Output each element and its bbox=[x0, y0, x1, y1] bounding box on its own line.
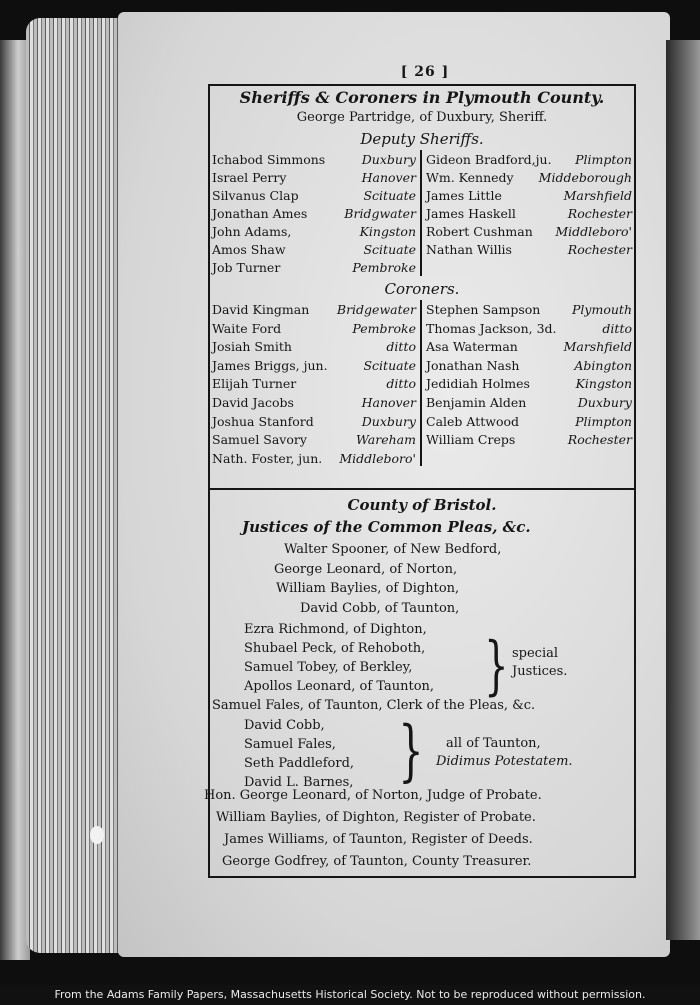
justice-line: David Cobb, of Taunton, bbox=[300, 600, 460, 616]
coroner-row bbox=[212, 376, 416, 394]
binding-edge bbox=[666, 40, 700, 940]
coroner-place: Scituate bbox=[363, 357, 416, 373]
deputy-heading: Deputy Sheriffs. bbox=[360, 130, 484, 148]
coroner-row bbox=[212, 395, 416, 413]
coroner-name: Josiah Smith bbox=[212, 339, 292, 355]
coroner-row bbox=[212, 302, 416, 320]
deputy-row bbox=[212, 152, 416, 170]
coroner-name: Samuel Savory bbox=[212, 432, 307, 448]
deputy-name: Robert Cushman bbox=[426, 224, 533, 239]
ruled-frame bbox=[204, 84, 636, 878]
justice-line: William Baylies, of Dighton, bbox=[276, 581, 460, 596]
deputy-name: Jonathan Ames bbox=[212, 206, 308, 221]
sheriff-line: George Partridge, of Duxbury, Sheriff. bbox=[296, 110, 548, 125]
dedimus-brace: } bbox=[398, 712, 424, 789]
justice-line: Walter Spooner, of New Bedford, bbox=[284, 542, 502, 557]
coroner-name: Benjamin Alden bbox=[426, 395, 527, 410]
coroner-place: ditto bbox=[386, 376, 416, 392]
coroner-place: Plymouth bbox=[572, 302, 632, 317]
coroner-row bbox=[426, 302, 632, 320]
deputy-row bbox=[426, 170, 632, 188]
coroner-place: ditto bbox=[386, 339, 416, 355]
coroner-place: Wareham bbox=[356, 432, 416, 448]
deputy-row bbox=[426, 188, 632, 206]
deputy-row bbox=[212, 206, 416, 224]
special-label: special bbox=[512, 646, 559, 661]
coroner-place: Rochester bbox=[567, 432, 632, 448]
deputy-name: John Adams, bbox=[212, 224, 292, 239]
dedimus-line: David L. Barnes, bbox=[244, 775, 354, 790]
coroner-name: Nath. Foster, jun. bbox=[212, 450, 323, 466]
page-number: [ 26 ] bbox=[400, 64, 450, 80]
coroner-place: Duxbury bbox=[361, 413, 416, 429]
deputy-name: Israel Perry bbox=[212, 170, 287, 185]
coroner-name: Jonathan Nash bbox=[426, 357, 520, 373]
deputy-place: Rochester bbox=[567, 206, 632, 221]
coroner-name: Waite Ford bbox=[212, 320, 282, 336]
officer-line: Hon. George Leonard, of Norton, Judge of Probate. bbox=[204, 788, 542, 803]
deputy-row bbox=[212, 188, 416, 206]
coroner-name: Caleb Attwood bbox=[426, 413, 519, 429]
coroner-place: Hanover bbox=[361, 395, 416, 410]
coroner-name: Asa Waterman bbox=[426, 339, 518, 355]
coroner-row bbox=[426, 376, 632, 394]
deputy-name: Amos Shaw bbox=[212, 242, 286, 257]
deputy-place: Middleboro' bbox=[555, 224, 632, 239]
coroner-name: William Creps bbox=[426, 432, 516, 448]
deputy-place: Middeborough bbox=[538, 170, 632, 185]
special-justice-line: Samuel Tobey, of Berkley, bbox=[244, 660, 413, 675]
coroner-place: Bridgewater bbox=[336, 302, 416, 317]
coroner-place: Kingston bbox=[575, 376, 632, 392]
deputy-row bbox=[212, 242, 416, 260]
coroner-name: Jedidiah Holmes bbox=[426, 376, 530, 392]
coroner-name: Stephen Sampson bbox=[426, 302, 541, 317]
deputy-place: Scituate bbox=[363, 188, 416, 203]
coroner-place: Middleboro' bbox=[339, 450, 416, 466]
coroner-row bbox=[426, 414, 632, 432]
dedimus-label-2: Didimus Potestatem. bbox=[436, 754, 573, 769]
coroner-name: Thomas Jackson, 3d. bbox=[426, 320, 557, 336]
special-justice-line: Shubael Peck, of Rehoboth, bbox=[244, 641, 426, 656]
coroner-row bbox=[212, 414, 416, 432]
coroner-row bbox=[426, 432, 632, 450]
coroner-place: Abington bbox=[574, 357, 632, 373]
justices-label: Justices. bbox=[512, 664, 568, 679]
deputy-name: James Haskell bbox=[426, 206, 516, 221]
justice-line: George Leonard, of Norton, bbox=[274, 561, 458, 577]
coroner-row bbox=[426, 358, 632, 376]
deputy-row bbox=[212, 260, 416, 278]
coroner-place: Plimpton bbox=[575, 413, 632, 429]
deputy-place: Plimpton bbox=[575, 152, 632, 167]
deputy-name: James Little bbox=[426, 188, 502, 203]
coroner-place: Duxbury bbox=[577, 395, 632, 410]
bristol-heading: County of Bristol. bbox=[347, 496, 497, 514]
deputy-place: Kingston bbox=[359, 224, 416, 239]
clerk-line: Samuel Fales, of Taunton, Clerk of the Pleas, &c. bbox=[212, 698, 536, 713]
deputy-row bbox=[426, 242, 632, 260]
officer-line: William Baylies, of Dighton, Register of Probate. bbox=[216, 810, 536, 825]
coroner-row bbox=[212, 339, 416, 357]
deputy-place: Bridgwater bbox=[344, 206, 416, 221]
deputy-place: Rochester bbox=[567, 242, 632, 257]
coroner-row bbox=[426, 339, 632, 357]
officer-line: James Williams, of Taunton, Register of Deeds. bbox=[224, 832, 533, 847]
coroner-name: David Jacobs bbox=[212, 395, 294, 410]
coroner-row bbox=[426, 321, 632, 339]
coroners-column-rule bbox=[420, 300, 422, 466]
paper-hole bbox=[90, 826, 104, 844]
coroner-row bbox=[212, 358, 416, 376]
copyright-footer: From the Adams Family Papers, Massachusetts Historical Society. Not to be reproduced without permission. bbox=[0, 985, 700, 1005]
coroner-name: James Briggs, jun. bbox=[212, 357, 328, 373]
deputy-name: Gideon Bradford,ju. bbox=[426, 152, 552, 167]
dedimus-line: Seth Paddleford, bbox=[244, 756, 355, 771]
special-brace: } bbox=[484, 629, 509, 703]
coroner-name: Elijah Turner bbox=[212, 376, 297, 392]
coroner-row bbox=[212, 451, 416, 469]
deputy-row bbox=[426, 206, 632, 224]
deputy-name: Job Turner bbox=[212, 260, 281, 275]
justices-heading: Justices of the Common Pleas, &c. bbox=[242, 518, 531, 536]
deputy-name: Wm. Kennedy bbox=[426, 170, 514, 185]
dedimus-label-1: all of Taunton, bbox=[446, 736, 541, 751]
officer-line: George Godfrey, of Taunton, County Treasurer. bbox=[222, 854, 532, 869]
dedimus-line: David Cobb, bbox=[244, 718, 325, 733]
deputy-row bbox=[426, 224, 632, 242]
deputy-row bbox=[212, 224, 416, 242]
coroner-row bbox=[426, 395, 632, 413]
page-content bbox=[200, 62, 640, 880]
deputy-place: Marshfield bbox=[563, 188, 632, 203]
deputy-place: Scituate bbox=[363, 242, 416, 257]
coroner-place: ditto bbox=[602, 320, 632, 336]
coroner-row bbox=[212, 321, 416, 339]
deputy-name: Ichabod Simmons bbox=[212, 152, 326, 167]
special-justice-line: Ezra Richmond, of Dighton, bbox=[244, 622, 427, 637]
deputy-place: Pembroke bbox=[352, 260, 416, 275]
deputy-place: Hanover bbox=[361, 170, 416, 185]
deputy-place: Duxbury bbox=[361, 152, 416, 167]
deputy-name: Nathan Willis bbox=[426, 242, 512, 257]
coroner-place: Pembroke bbox=[352, 320, 416, 336]
deputy-row bbox=[426, 152, 632, 170]
plymouth-heading: Sheriffs & Coroners in Plymouth County. bbox=[239, 88, 605, 107]
deputy-row bbox=[212, 170, 416, 188]
coroners-heading: Coroners. bbox=[384, 280, 460, 298]
dedimus-line: Samuel Fales, bbox=[244, 737, 336, 752]
coroner-place: Marshfield bbox=[563, 339, 632, 355]
coroner-name: David Kingman bbox=[212, 302, 310, 317]
deputy-name: Silvanus Clap bbox=[212, 188, 299, 203]
coroner-name: Joshua Stanford bbox=[212, 413, 314, 429]
deputy-column-rule bbox=[420, 150, 422, 276]
coroner-row bbox=[212, 432, 416, 450]
special-justice-line: Apollos Leonard, of Taunton, bbox=[244, 679, 435, 694]
section-divider bbox=[210, 488, 634, 490]
